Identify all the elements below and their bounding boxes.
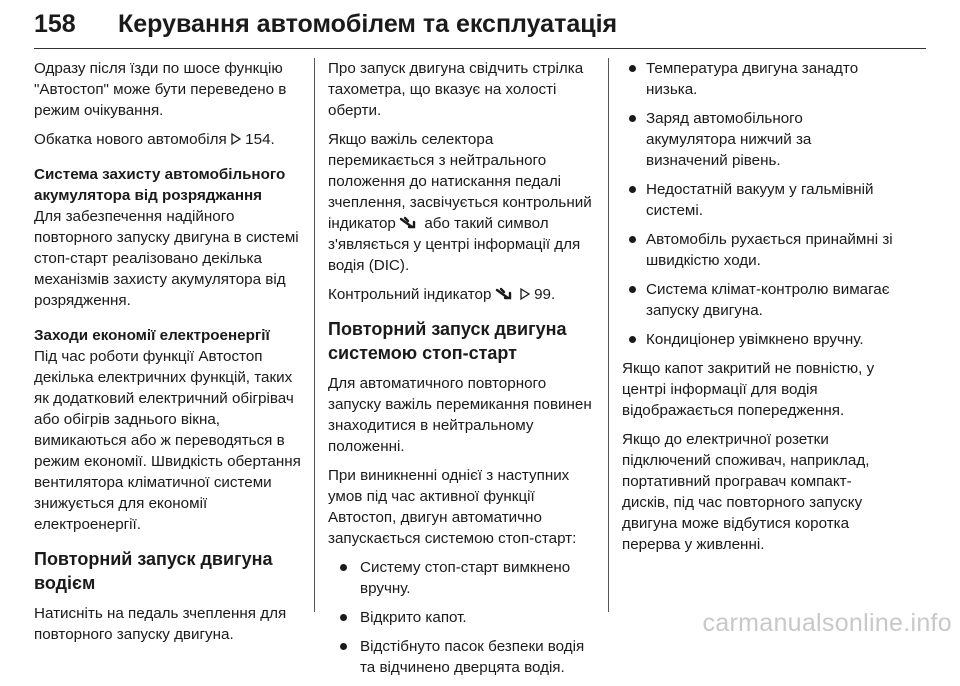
paragraph: Якщо до електричної розетки підключений споживач, наприклад, портативний програвач компакт-дисків, під час повторного запуску двигуна може відбутися коротка перерва у живленні. [622, 431, 870, 553]
paragraph: Якщо капот закритий не повністю, у центрі інформації для водія відображається попередження. [622, 360, 875, 419]
bullet-list [622, 58, 894, 350]
list-item: Автомобіль рухається принаймні зі швидкістю ходи. [622, 229, 894, 271]
section-heading: Система захисту автомобільного акумулятора від розряджання [34, 166, 286, 204]
header-rule [34, 48, 926, 49]
column-2 [328, 58, 598, 686]
watermark: carmanualsonline.info [702, 609, 952, 637]
paragraph-text: Якщо важіль селектора перемикається з нейтрального положення до натискання педалі зчеплення, засвічується контрольний індикатор [328, 131, 592, 232]
list-item: Температура двигуна занадто низька. [622, 58, 894, 100]
page-reference-icon [520, 288, 530, 300]
page-header [34, 8, 926, 48]
column-divider [314, 58, 315, 612]
list-item: Систему стоп-старт вимкнено вручну. [328, 557, 598, 599]
list-item: Відстібнуто пасок безпеки водія та відчинено дверцята водія. [328, 636, 598, 678]
list-item: Недостатній вакуум у гальмівній системі. [622, 179, 894, 221]
section-heading-large: Повторний запуск двигуна водієм [34, 549, 273, 593]
paragraph: При виникненні однієї з наступних умов під час активної функції Автостоп, двигун автоматично запускається системою стоп-старт: [328, 467, 577, 547]
list-item: Заряд автомобільного акумулятора нижчий за визначений рівень. [622, 108, 894, 171]
paragraph-with-icon [328, 284, 598, 305]
paragraph: Для забезпечення надійного повторного запуску двигуна в системі стоп-старт реалізовано декілька механізмів захисту акумулятора від розрядження. [34, 208, 299, 309]
section-heading: Заходи економії електроенергії [34, 327, 270, 344]
paragraph-text: Обкатка нового автомобіля [34, 131, 231, 148]
page-number: 158 [34, 10, 76, 38]
paragraph: Під час роботи функції Автостоп декілька електричних функцій, таких як додатковий електричний обігрівач або обігрів заднього вікна, вимикаються або ж переводяться в режим економії. Швидкість обертання вентилятора кліматичної системи знижується для економії електроенергії. [34, 348, 301, 533]
column-3 [622, 58, 894, 563]
list-item: Кондиціонер увімкнено вручну. [622, 329, 894, 350]
paragraph: Одразу після їзди по шосе функцію "Автостоп" може бути переведено в режим очікування. [34, 60, 287, 119]
start-stop-indicator-icon [400, 216, 420, 230]
paragraph: Для автоматичного повторного запуску важіль перемикання повинен знаходитися в нейтральному положенні. [328, 375, 592, 455]
page-reference-icon [231, 133, 241, 145]
paragraph: Натисніть на педаль зчеплення для повторного запуску двигуна. [34, 605, 287, 643]
paragraph: Про запуск двигуна свідчить стрілка тахометра, що вказує на холості оберти. [328, 60, 584, 119]
paragraph-with-icon [328, 129, 598, 276]
bullet-list [328, 557, 598, 678]
list-item: Система клімат-контролю вимагає запуску двигуна. [622, 279, 894, 321]
column-divider [608, 58, 609, 612]
page-reference[interactable]: 154. [245, 131, 275, 148]
list-item: Відкрито капот. [328, 607, 598, 628]
start-stop-indicator-icon [496, 287, 516, 301]
page-title: Керування автомобілем та експлуатація [118, 10, 618, 38]
page-reference[interactable]: 99. [534, 286, 556, 303]
column-1 [34, 58, 302, 653]
section-heading-large: Повторний запуск двигуна системою стоп-старт [328, 319, 567, 363]
paragraph-text: Контрольний індикатор [328, 286, 496, 303]
paragraph-text: або такий символ з'являється у центрі інформації для водія (DIC). [328, 215, 581, 274]
paragraph-with-ref [34, 129, 302, 150]
